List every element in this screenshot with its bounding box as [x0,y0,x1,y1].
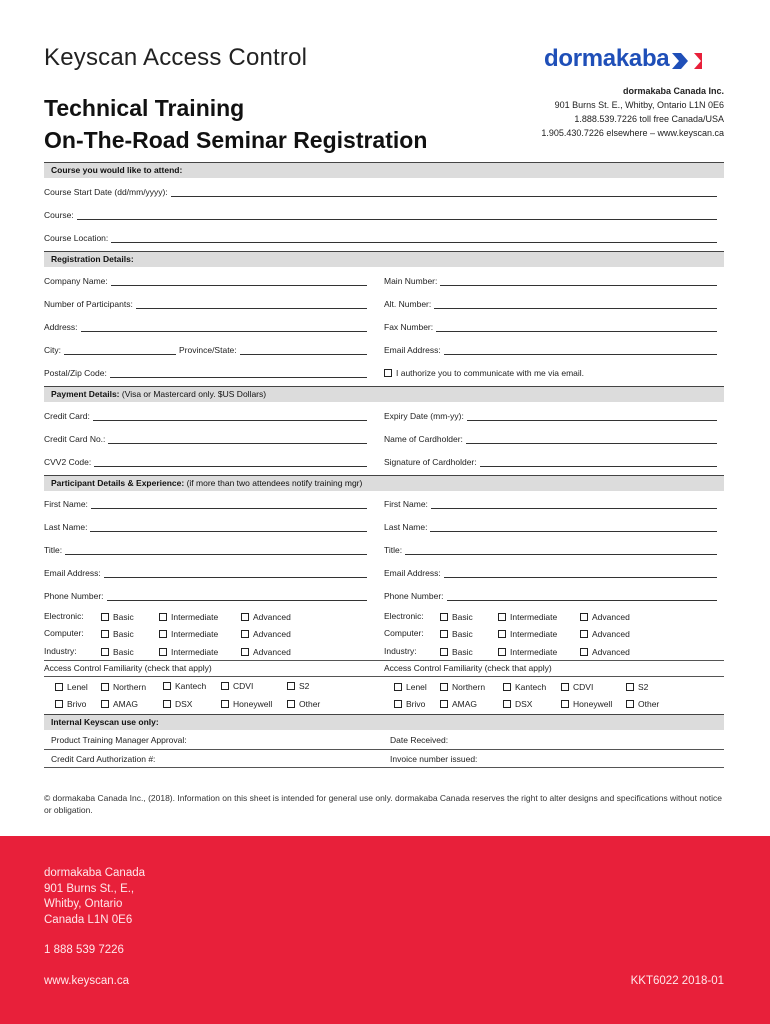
checkbox-icon[interactable] [287,700,295,708]
brand-title: Keyscan Access Control [44,44,308,71]
p1-lenel-checkbox[interactable]: Lenel [55,682,88,692]
internal-divider-bottom [44,767,724,768]
p2-industry-intermediate-checkbox[interactable]: Intermediate [498,647,557,657]
checkbox-icon[interactable] [384,369,392,377]
checkbox-icon[interactable] [159,613,167,621]
p2-title-field[interactable]: Title: [384,543,717,555]
p1-electronic-label: Electronic: [44,611,84,621]
checkbox-icon[interactable] [498,630,506,638]
p1-kantech-checkbox[interactable]: Kantech [163,681,206,691]
logo-text: dormakaba [544,45,670,72]
company-address: 901 Burns St. E., Whitby, Ontario L1N 0E6 [554,100,724,110]
p1-title-field[interactable]: Title: [44,543,367,555]
card-number-field[interactable]: Credit Card No.: [44,432,367,444]
footer-band [0,836,770,1024]
checkbox-icon[interactable] [101,613,109,621]
cvv2-field[interactable]: CVV2 Code: [44,455,367,467]
checkbox-icon[interactable] [580,613,588,621]
expiry-date-field[interactable]: Expiry Date (mm-yy): [384,409,717,421]
checkbox-icon[interactable] [498,613,506,621]
participants-section-header: Participant Details & Experience: (if more than two attendees notify training mgr) [44,475,724,491]
p2-first-name-field[interactable]: First Name: [384,497,717,509]
checkbox-icon[interactable] [221,682,229,690]
date-received-label: Date Received: [390,735,449,745]
checkbox-icon[interactable] [440,700,448,708]
company-name: dormakaba Canada Inc. [622,86,724,96]
p1-industry-intermediate-checkbox[interactable]: Intermediate [159,647,218,657]
p1-email-field[interactable]: Email Address: [44,566,367,578]
p2-last-name-field[interactable]: Last Name: [384,520,717,532]
checkbox-icon[interactable] [503,683,511,691]
checkbox-icon[interactable] [55,683,63,691]
footer-website-link[interactable]: www.keyscan.ca [44,975,130,987]
p2-electronic-intermediate-checkbox[interactable]: Intermediate [498,612,557,622]
city-field[interactable]: City: [44,343,176,355]
p2-computer-basic-checkbox[interactable]: Basic [440,629,473,639]
footer-address: dormakaba Canada 901 Burns St., E., Whitby, Ontario Canada L1N 0E6 [44,867,146,926]
p1-electronic-intermediate-checkbox[interactable]: Intermediate [159,612,218,622]
p2-industry-label: Industry: [384,646,417,656]
p1-industry-advanced-checkbox[interactable]: Advanced [241,647,291,657]
p2-electronic-advanced-checkbox[interactable]: Advanced [580,612,630,622]
course-start-date-field[interactable]: Course Start Date (dd/mm/yyyy): [44,185,717,197]
p2-kantech-checkbox[interactable]: Kantech [503,682,546,692]
p2-industry-advanced-checkbox[interactable]: Advanced [580,647,630,657]
province-field[interactable]: Province/State: [179,343,367,355]
checkbox-icon[interactable] [287,682,295,690]
checkbox-icon[interactable] [580,630,588,638]
cc-authorization-label: Credit Card Authorization #: [51,754,156,764]
dormakaba-logo [544,44,702,74]
copyright-footnote: © dormakaba Canada Inc., (2018). Information on this sheet is intended for general use only. dormakaba Canada reserves the right to alter designs and specifications without notice or obligation. [44,793,722,815]
document-title [44,92,427,156]
familiarity-divider-bottom [44,676,724,677]
authorize-email-checkbox[interactable]: I authorize you to communicate with me via email. [384,368,584,378]
p1-computer-basic-checkbox[interactable]: Basic [101,629,134,639]
p1-other-checkbox[interactable]: Other [287,699,320,709]
company-phone-toll: 1.888.539.7226 toll free Canada/USA [574,114,724,124]
internal-section-header: Internal Keyscan use only: [44,714,724,730]
p1-first-name-field[interactable]: First Name: [44,497,367,509]
internal-divider [44,749,724,750]
p1-industry-basic-checkbox[interactable]: Basic [101,647,134,657]
p2-other-checkbox[interactable]: Other [626,699,659,709]
fax-number-field[interactable]: Fax Number: [384,320,717,332]
p2-computer-label: Computer: [384,628,424,638]
checkbox-icon[interactable] [159,630,167,638]
cardholder-field[interactable]: Name of Cardholder: [384,432,717,444]
checkbox-icon[interactable] [503,700,511,708]
p1-phone-field[interactable]: Phone Number: [44,589,367,601]
checkbox-icon[interactable] [101,700,109,708]
p2-dsx-checkbox[interactable]: DSX [503,699,532,709]
p1-computer-label: Computer: [44,628,84,638]
p1-familiarity-label: Access Control Familiarity (check that apply) [44,663,212,673]
p2-amag-checkbox[interactable]: AMAG [440,699,477,709]
p1-s2-checkbox[interactable]: S2 [287,681,309,691]
title-line-2: On-The-Road Seminar Registration [44,127,428,153]
p2-northern-checkbox[interactable]: Northern [440,682,485,692]
p2-phone-field[interactable]: Phone Number: [384,589,717,601]
checkbox-icon[interactable] [163,700,171,708]
p2-industry-basic-checkbox[interactable]: Basic [440,647,473,657]
course-section-header: Course you would like to attend: [44,162,724,178]
address-field[interactable]: Address: [44,320,367,332]
p2-computer-intermediate-checkbox[interactable]: Intermediate [498,629,557,639]
p2-honeywell-checkbox[interactable]: Honeywell [561,699,612,709]
checkbox-icon[interactable] [440,630,448,638]
p2-s2-checkbox[interactable]: S2 [626,682,648,692]
p1-computer-advanced-checkbox[interactable]: Advanced [241,629,291,639]
title-line-1: Technical Training [44,95,245,121]
participants-field[interactable]: Number of Participants: [44,297,367,309]
checkbox-icon[interactable] [101,648,109,656]
checkbox-icon[interactable] [221,700,229,708]
course-field[interactable]: Course: [44,208,717,220]
ptm-approval-label: Product Training Manager Approval: [51,735,187,745]
postal-code-field[interactable]: Postal/Zip Code: [44,366,367,378]
main-number-field[interactable]: Main Number: [384,274,717,286]
p1-brivo-checkbox[interactable]: Brivo [55,699,86,709]
checkbox-icon[interactable] [626,683,634,691]
p1-last-name-field[interactable]: Last Name: [44,520,367,532]
checkbox-icon[interactable] [101,630,109,638]
checkbox-icon[interactable] [55,700,63,708]
checkbox-icon[interactable] [394,700,402,708]
checkbox-icon[interactable] [580,648,588,656]
checkbox-icon[interactable] [241,630,249,638]
checkbox-icon[interactable] [394,683,402,691]
invoice-number-label: Invoice number issued: [390,754,478,764]
p2-cdvi-checkbox[interactable]: CDVI [561,682,593,692]
registration-section-header: Registration Details: [44,251,724,267]
signature-field[interactable]: Signature of Cardholder: [384,455,717,467]
credit-card-field[interactable]: Credit Card: [44,409,367,421]
checkbox-icon[interactable] [440,648,448,656]
p1-industry-label: Industry: [44,646,77,656]
checkbox-icon[interactable] [440,683,448,691]
p2-computer-advanced-checkbox[interactable]: Advanced [580,629,630,639]
p2-lenel-checkbox[interactable]: Lenel [394,682,427,692]
course-location-field[interactable]: Course Location: [44,231,717,243]
checkbox-icon[interactable] [163,682,171,690]
p1-amag-checkbox[interactable]: AMAG [101,699,138,709]
p2-electronic-label: Electronic: [384,611,424,621]
p1-electronic-basic-checkbox[interactable]: Basic [101,612,134,622]
p1-cdvi-checkbox[interactable]: CDVI [221,681,253,691]
checkbox-icon[interactable] [440,613,448,621]
logo-chevron-icon [672,53,702,69]
p2-familiarity-label: Access Control Familiarity (check that apply) [384,663,552,673]
p1-electronic-advanced-checkbox[interactable]: Advanced [241,612,291,622]
checkbox-icon[interactable] [498,648,506,656]
checkbox-icon[interactable] [626,700,634,708]
alt-number-field[interactable]: Alt. Number: [384,297,717,309]
checkbox-icon[interactable] [241,613,249,621]
p2-email-field[interactable]: Email Address: [384,566,717,578]
company-contact-block [541,84,724,140]
p1-computer-intermediate-checkbox[interactable]: Intermediate [159,629,218,639]
p2-brivo-checkbox[interactable]: Brivo [394,699,425,709]
checkbox-icon[interactable] [561,700,569,708]
email-field[interactable]: Email Address: [384,343,717,355]
company-name-field[interactable]: Company Name: [44,274,367,286]
p2-electronic-basic-checkbox[interactable]: Basic [440,612,473,622]
familiarity-divider [44,660,724,661]
company-phone-else: 1.905.430.7226 elsewhere – www.keyscan.ca [541,128,724,138]
footer-phone: 1 888 539 7226 [44,944,124,956]
p1-honeywell-checkbox[interactable]: Honeywell [221,699,272,709]
payment-section-header: Payment Details: (Visa or Mastercard only. $US Dollars) [44,386,724,402]
p1-dsx-checkbox[interactable]: DSX [163,699,192,709]
footer-document-code: KKT6022 2018-01 [630,975,724,987]
checkbox-icon[interactable] [561,683,569,691]
checkbox-icon[interactable] [101,683,109,691]
p1-northern-checkbox[interactable]: Northern [101,682,146,692]
checkbox-icon[interactable] [159,648,167,656]
checkbox-icon[interactable] [241,648,249,656]
